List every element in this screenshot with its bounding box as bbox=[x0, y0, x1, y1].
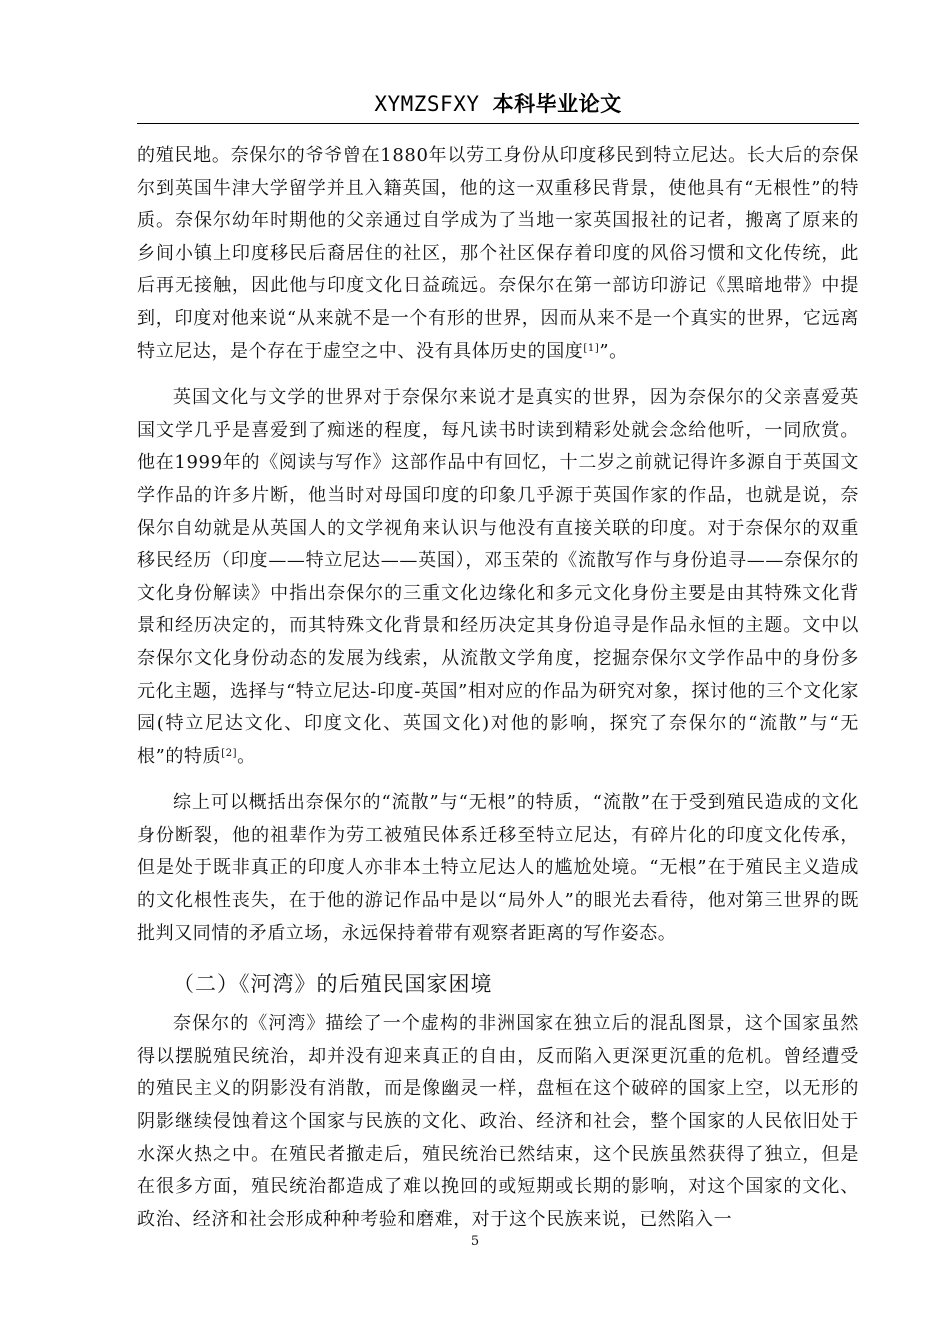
citation-2: [2] bbox=[221, 747, 238, 759]
paragraph-1-tail: ”。 bbox=[599, 340, 628, 362]
paragraph-2 bbox=[137, 382, 859, 773]
page-header bbox=[137, 88, 859, 118]
section-heading: （二）《河湾》的后殖民国家困境 bbox=[173, 972, 493, 997]
header-code: XYMZSFXY bbox=[374, 92, 480, 116]
paragraph-2-tail: 。 bbox=[237, 745, 256, 767]
paragraph-3 bbox=[137, 787, 859, 950]
header-divider bbox=[137, 123, 859, 124]
section-paragraph bbox=[137, 1008, 859, 1236]
paragraph-3-text: 综上可以概括出奈保尔的“流散”与“无根”的特质，“流散”在于受到殖民造成的文化身份断裂，他的祖辈作为劳工被殖民体系迁移至特立尼达，有碎片化的印度文化传承，但是处于既非真正的印度人亦非本土特立尼达人的尴尬处境。“无根”在于殖民主义造成的文化根性丧失，在于他的游记作品中是以“局外人”的眼光去看待，他对第三世界的既批判又同情的矛盾立场，永远保持着带有观察者距离的写作姿态。 bbox=[137, 792, 859, 944]
citation-1: [1] bbox=[583, 342, 600, 354]
section-paragraph-text: 奈保尔的《河湾》描绘了一个虚构的非洲国家在独立后的混乱图景，这个国家虽然得以摆脱殖民统治，却并没有迎来真正的自由，反而陷入更深更沉重的危机。曾经遭受的殖民主义的阴影没有消散，而是像幽灵一样，盘桓在这个破碎的国家上空，以无形的阴影继续侵蚀着这个国家与民族的文化、政治、经济和社会，整个国家的人民依旧处于水深火热之中。在殖民者撤走后，殖民统治已然结束，这个民族虽然获得了独立，但是在很多方面，殖民统治都造成了难以挽回的或短期或长期的影响，对这个国家的文化、政治、经济和社会形成种种考验和磨难，对于这个民族来说，已然陷入一 bbox=[137, 1013, 859, 1230]
body-text bbox=[137, 140, 859, 1250]
header-title: 本科毕业论文 bbox=[492, 92, 622, 116]
paragraph-2-text: 英国文化与文学的世界对于奈保尔来说才是真实的世界，因为奈保尔的父亲喜爱英国文学几乎是喜爱到了痴迷的程度，每凡读书时读到精彩处就会念给他听，一同欣赏。他在1999年的《阅读与写作》这部作品中有回忆，十二岁之前就记得许多源自于英国文学作品的许多片断，他当时对母国印度的印象几乎源于英国作家的作品，也就是说，奈保尔自幼就是从英国人的文学视角来认识与他没有直接关联的印度。对于奈保尔的双重移民经历（印度——特立尼达——英国），邓玉荣的《流散写作与身份追寻——奈保尔的文化身份解读》中指出奈保尔的三重文化边缘化和多元文化身份主要是由其特殊文化背景和经历决定的，而其特殊文化背景和经历决定其身份追寻是作品永恒的主题。文中以奈保尔文化身份动态的发展为线索，从流散文学角度，挖掘奈保尔文学作品中的身份多元化主题，选择与“特立尼达-印度-英国”相对应的作品为研究对象，探讨他的三个文化家园(特立尼达文化、印度文化、英国文化)对他的影响，探究了奈保尔的“流散”与“无根”的特质 bbox=[137, 387, 859, 767]
paragraph-1 bbox=[137, 140, 859, 368]
paragraph-1-text: 的殖民地。奈保尔的爷爷曾在1880年以劳工身份从印度移民到特立尼达。长大后的奈保尔到英国牛津大学留学并且入籍英国，他的这一双重移民背景，使他具有“无根性”的特质。奈保尔幼年时期他的父亲通过自学成为了当地一家英国报社的记者，搬离了原来的乡间小镇上印度移民后裔居住的社区，那个社区保存着印度的风俗习惯和文化传统，此后再无接触，因此他与印度文化日益疏远。奈保尔在第一部访印游记《黑暗地带》中提到，印度对他来说“从来就不是一个有形的世界，因而从来不是一个真实的世界，它远离特立尼达，是个存在于虚空之中、没有具体历史的国度 bbox=[137, 145, 859, 362]
page-number: 5 bbox=[470, 1234, 480, 1249]
